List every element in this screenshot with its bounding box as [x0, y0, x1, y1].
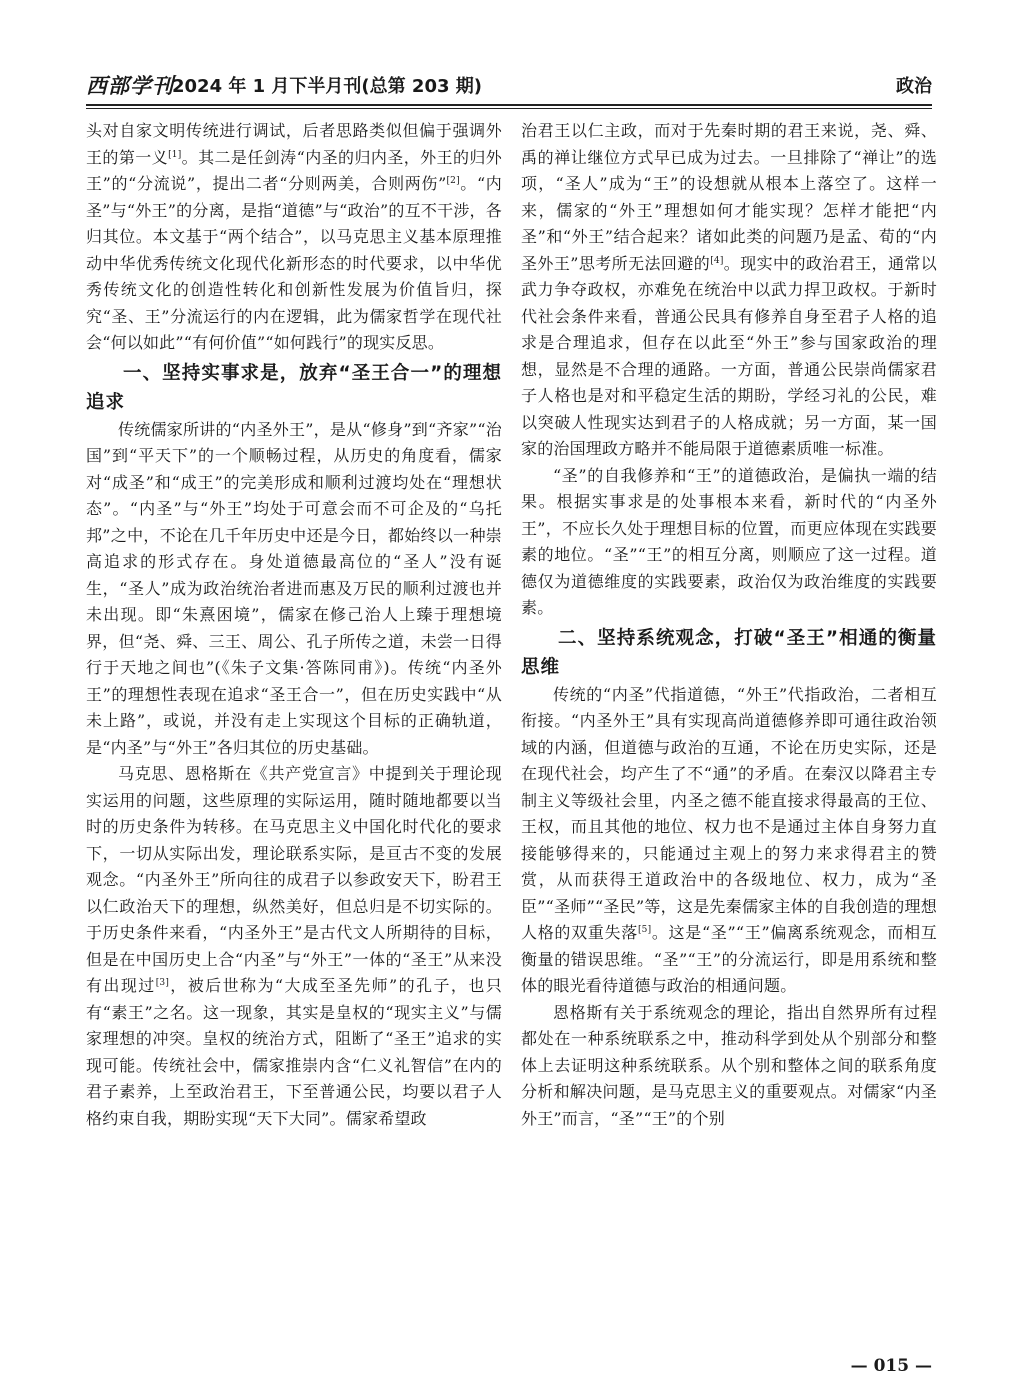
header-rule-thin	[86, 108, 932, 109]
section-heading-2: 二、坚持系统观念，打破“圣王”相通的衡量思维	[521, 627, 937, 678]
paragraph: 马克思、恩格斯在《共产党宣言》中提到关于理论现实运用的问题，这些原理的实际运用，随时随地都要以当时的历史条件为转移。在马克思主义中国化时代化的要求下，一切从实际出发，理论联系实际，是亘古不变的发展观念。“内圣外王”所向往的成君子以参政安天下，盼君王以仁政治天下的理想，纵然美好，但总归是不切实际的。于历史条件来看，“内圣外王”是古代文人所期待的目标，但是在中国历史上合“内圣”与“外王”一体的“圣王”从来没有出现过[3]，被后世称为“大成至圣先师”的孔子，也只有“素王”之名。这一现象，其实是皇权的“现实主义”与儒家理想的冲突。皇权的统治方式，阻断了“圣王”追求的实现可能。传统社会中，儒家推崇内含“仁义礼智信”在内的君子素养，上至政治君王，下至普通公民，均要以君子人格约束自我，期盼实现“天下大同”。儒家希望政	[86, 764, 502, 1128]
section-name: 政治	[896, 76, 932, 97]
paragraph: 恩格斯有关于系统观念的理论，指出自然界所有过程都处在一种系统联系之中，推动科学到处从个别部分和整体上去证明这种系统联系。从个别和整体之间的联系角度分析和解决问题，是马克思主义的重要观点。对儒家“内圣外王”而言，“圣”“王”的个别	[521, 1002, 937, 1128]
section-heading-1: 一、坚持实事求是，放弃“圣王合一”的理想追求	[86, 362, 502, 413]
paragraph: 头对自家文明传统进行调试，后者思路类似但偏于强调外王的第一义[1]。其二是任剑涛“内圣的归内圣，外王的归外王”的“分流说”，提出二者“分则两美，合则两伤”[2]。“内圣”与“外王”的分离，是指“道德”与“政治”的互不干涉，各归其位。本文基于“两个结合”，以马克思主义基本原理推动中华优秀传统文化现代化新形态的时代要求，以中华优秀传统文化的创造性转化和创新性发展为价值旨归，探究“圣、王”分流运行的内在逻辑，此为儒家哲学在现代社会“何以如此”“有何价值”“如何践行”的现实反思。	[86, 121, 502, 352]
paragraph: 传统儒家所讲的“内圣外王”，是从“修身”到“齐家”“治国”到“平天下”的一个顺畅过程，从历史的角度看，儒家对“成圣”和“成王”的完美形成和顺利过渡均处在“理想状态”。“内圣”与“外王”均处于可意会而不可企及的“乌托邦”之中，不论在几千年历史中还是今日，都始终以一种崇高追求的形式存在。身处道德最高位的“圣人”没有诞生，“圣人”成为政治统治者进而惠及万民的顺利过渡也并未出现。即“朱熹困境”，儒家在修己治人上臻于理想境界，但“尧、舜、三王、周公、孔子所传之道，未尝一日得行于天地之间也”(《朱子文集·答陈同甫》)。传统“内圣外王”的理想性表现在追求“圣王合一”，但在历史实践中“从未上路”，或说，并没有走上实现这个目标的正确轨道，是“内圣”与“外王”各归其位的历史基础。	[86, 419, 502, 757]
journal-logo: 西部学刊	[86, 73, 174, 98]
page-number: — 015 —	[850, 1356, 932, 1376]
left-column	[86, 118, 502, 1132]
paragraph: 传统的“内圣”代指道德，“外王”代指政治，二者相互衔接。“内圣外王”具有实现高尚道德修养即可通往政治领域的内涵，但道德与政治的互通，不论在历史实际，还是在现代社会，均产生了不“通”的矛盾。在秦汉以降君主专制主义等级社会里，内圣之德不能直接求得最高的王位、王权，而且其他的地位、权力也不是通过主体自身努力直接能够得来的，只能通过主观上的努力来求得君主的赞赏，从而获得王道政治中的各级地位、权力，成为“圣臣”“圣师”“圣民”等，这是先秦儒家主体的自我创造的理想人格的双重失落[5]。这是“圣”“王”偏离系统观念，而相互衡量的错误思维。“圣”“王”的分流运行，即是用系统和整体的眼光看待道德与政治的相通问题。	[521, 684, 937, 995]
paragraph: “圣”的自我修养和“王”的道德政治，是偏执一端的结果。根据实事求是的处事根本来看，新时代的“内圣外王”，不应长久处于理想目标的位置，而更应体现在实践要素的地位。“圣”“王”的相互分离，则顺应了这一过程。道德仅为道德维度的实践要素，政治仅为政治维度的实践要素。	[521, 465, 937, 617]
citation: [1]	[168, 149, 182, 160]
page-header	[86, 68, 932, 104]
citation: [2]	[446, 176, 460, 186]
right-column	[521, 118, 937, 1132]
citation: [3]	[155, 978, 170, 988]
issue-info: 2024 年 1 月下半月刊(总第 203 期)	[172, 76, 482, 97]
citation: [5]	[637, 925, 652, 935]
header-rule-thick	[86, 104, 932, 106]
paragraph: 治君王以仁主政，而对于先秦时期的君王来说，尧、舜、禹的禅让继位方式早已成为过去。一旦排除了“禅让”的选项，“圣人”成为“王”的设想就从根本上落空了。这样一来，儒家的“外王”理想如何才能实现？怎样才能把“内圣”和“外王”结合起来？诸如此类的问题乃是孟、荀的“内圣外王”思考所无法回避的[4]。现实中的政治君王，通常以武力争夺政权，亦难免在统治中以武力捍卫政权。于新时代社会条件来看，普通公民具有修养自身至君子人格的追求是合理追求，但存在以此至“外王”参与国家政治的理想，显然是不合理的通路。一方面，普通公民崇尚儒家君子人格也是对和平稳定生活的期盼，学经习礼的公民，难以突破人性现实达到君子的人格成就；另一方面，某一国家的治国理政方略并不能局限于道德素质唯一标准。	[521, 121, 937, 458]
citation: [4]	[710, 255, 724, 266]
